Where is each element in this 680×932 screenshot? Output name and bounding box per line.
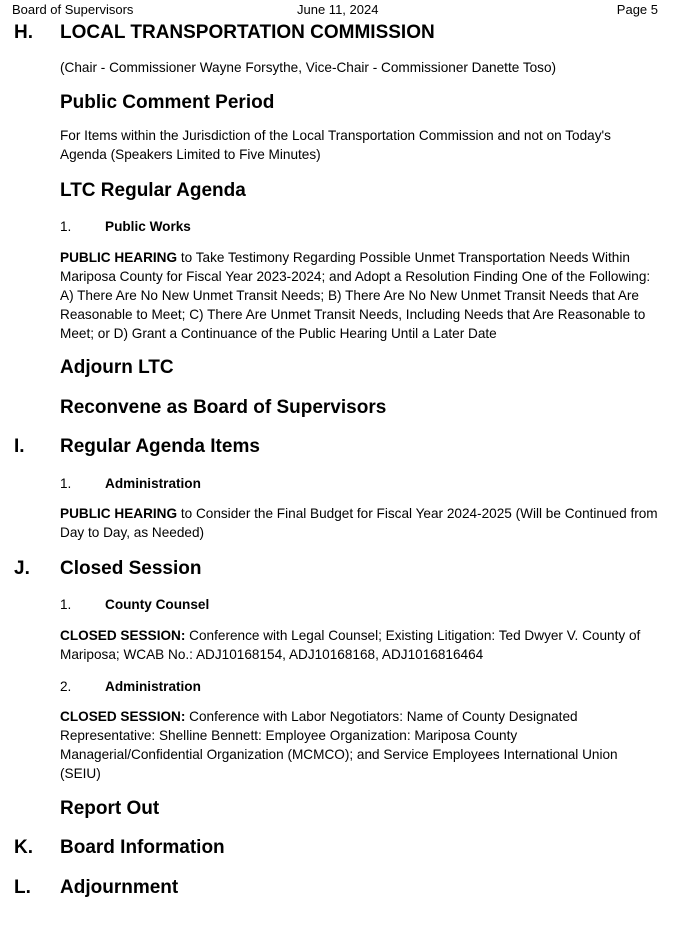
- closed-item-1-number: 1.: [60, 597, 72, 612]
- header-page-number: Page 5: [616, 2, 658, 17]
- header-date: June 11, 2024: [297, 2, 379, 17]
- reconvene-heading: Reconvene as Board of Supervisors: [60, 397, 387, 418]
- closed-item-1-description: [60, 626, 660, 664]
- ltc-agenda-heading: LTC Regular Agenda: [60, 180, 246, 201]
- closed-item-2-title: Administration: [105, 679, 201, 694]
- section-j-letter: J.: [14, 558, 30, 579]
- section-h-title: LOCAL TRANSPORTATION COMMISSION: [60, 22, 435, 43]
- section-l-title: Adjournment: [60, 877, 179, 898]
- closed-item-1-lead: CLOSED SESSION:: [60, 628, 186, 643]
- section-i-letter: I.: [14, 436, 25, 457]
- section-k-title: Board Information: [60, 837, 225, 858]
- adjourn-ltc-heading: Adjourn LTC: [60, 357, 174, 378]
- closed-item-1-text: Conference with Legal Counsel; Existing Litigation: Ted Dwyer V. County of Mariposa; WCAB No.: ADJ10168154, ADJ10168168, ADJ1016816464: [60, 628, 641, 662]
- closed-item-2-number: 2.: [60, 679, 72, 694]
- ltc-item-1-lead: PUBLIC HEARING: [60, 250, 178, 265]
- regular-item-1-number: 1.: [60, 476, 72, 491]
- regular-item-1-description: [60, 504, 660, 542]
- ltc-item-1-number: 1.: [60, 219, 72, 234]
- public-comment-heading: Public Comment Period: [60, 92, 275, 113]
- section-k-letter: K.: [14, 837, 33, 858]
- closed-item-2-lead: CLOSED SESSION:: [60, 709, 186, 724]
- section-l-letter: L.: [14, 877, 31, 898]
- section-h-letter: H.: [14, 22, 33, 43]
- section-i-title: Regular Agenda Items: [60, 436, 260, 457]
- ltc-item-1-title: Public Works: [105, 219, 191, 234]
- regular-item-1-lead: PUBLIC HEARING: [60, 506, 178, 521]
- closed-item-2-text: Conference with Labor Negotiators: Name of County Designated Representative: Shelline Bennett: Employee Organization: Mariposa County Managerial/Confidential Organization (MCMCO); and Service Employees International Union (SEIU): [60, 709, 618, 781]
- public-comment-text: For Items within the Jurisdiction of the Local Transportation Commission and not on Today's Agenda (Speakers Limited to Five Minutes): [60, 128, 611, 162]
- section-h-chairs: (Chair - Commissioner Wayne Forsythe, Vice-Chair - Commissioner Danette Toso): [60, 60, 557, 75]
- ltc-item-1-description: [60, 248, 660, 343]
- regular-item-1-text: to Consider the Final Budget for Fiscal Year 2024-2025 (Will be Continued from Day to Day, as Needed): [60, 506, 658, 540]
- section-j-title: Closed Session: [60, 558, 202, 579]
- ltc-item-1-text: to Take Testimony Regarding Possible Unmet Transportation Needs Within Mariposa County for Fiscal Year 2023-2024; and Adopt a Resolution Finding One of the Following: A) There Are No New Unmet Transit Needs; B) There Are No New Unmet Transit Needs that Are Reasonable to Meet; C) There Are Unmet Transit Needs, Including Needs that Are Reasonable to Meet; or D) Grant a Continuance of the Public Hearing Until a Later Date: [60, 250, 651, 341]
- closed-item-2-description: [60, 707, 660, 783]
- report-out-heading: Report Out: [60, 798, 160, 819]
- closed-item-1-title: County Counsel: [105, 597, 210, 612]
- regular-item-1-title: Administration: [105, 476, 201, 491]
- header-board-name: Board of Supervisors: [12, 2, 134, 17]
